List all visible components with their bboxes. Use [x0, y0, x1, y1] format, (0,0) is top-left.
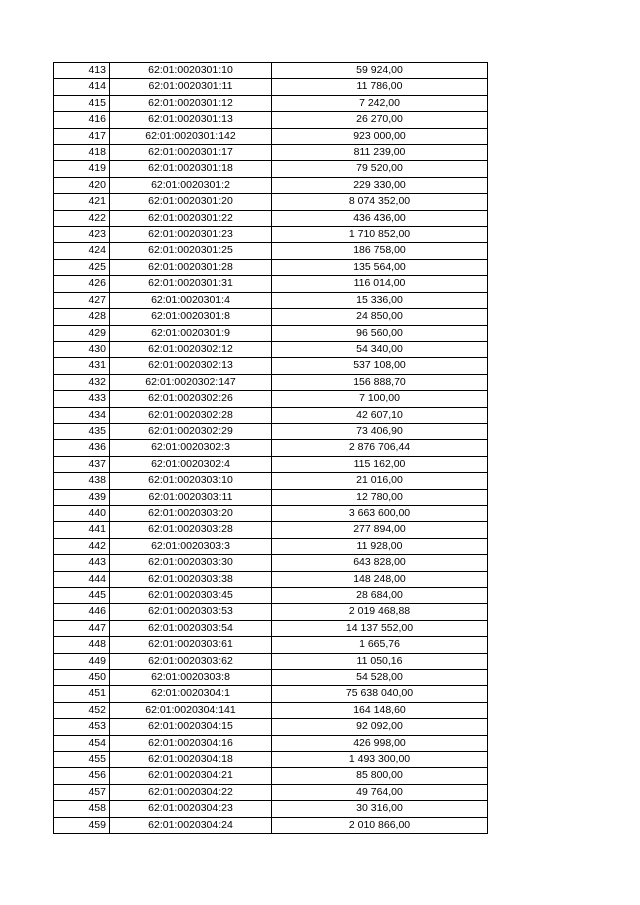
table-row: [54, 620, 488, 636]
cadastral-value-cell: 54 528,00: [272, 670, 488, 686]
row-number-cell: 455: [54, 752, 110, 768]
cadastral-value-cell: 14 137 552,00: [272, 620, 488, 636]
cadastral-number-cell: 62:01:0020303:61: [110, 637, 272, 653]
cadastral-value-cell: 148 248,00: [272, 571, 488, 587]
cadastral-number-cell: 62:01:0020304:1: [110, 686, 272, 702]
table-row: [54, 686, 488, 702]
row-number-cell: 422: [54, 210, 110, 226]
table-row: [54, 374, 488, 390]
cadastral-number-cell: 62:01:0020302:12: [110, 341, 272, 357]
row-number-cell: 457: [54, 784, 110, 800]
cadastral-value-cell: 8 074 352,00: [272, 194, 488, 210]
cadastral-number-cell: 62:01:0020304:23: [110, 801, 272, 817]
cadastral-number-cell: 62:01:0020301:20: [110, 194, 272, 210]
cadastral-number-cell: 62:01:0020303:30: [110, 555, 272, 571]
row-number-cell: 454: [54, 735, 110, 751]
cadastral-number-cell: 62:01:0020301:4: [110, 292, 272, 308]
cadastral-number-cell: 62:01:0020303:38: [110, 571, 272, 587]
table-row: [54, 489, 488, 505]
cadastral-value-cell: 24 850,00: [272, 309, 488, 325]
row-number-cell: 419: [54, 161, 110, 177]
cadastral-number-cell: 62:01:0020303:8: [110, 670, 272, 686]
table-row: [54, 79, 488, 95]
cadastral-value-cell: 11 928,00: [272, 538, 488, 554]
cadastral-value-cell: 79 520,00: [272, 161, 488, 177]
cadastral-value-cell: 229 330,00: [272, 177, 488, 193]
cadastral-value-cell: 96 560,00: [272, 325, 488, 341]
cadastral-number-cell: 62:01:0020302:29: [110, 423, 272, 439]
cadastral-value-cell: 49 764,00: [272, 784, 488, 800]
cadastral-value-cell: 643 828,00: [272, 555, 488, 571]
cadastral-number-cell: 62:01:0020301:13: [110, 112, 272, 128]
table-row: [54, 145, 488, 161]
cadastral-value-cell: 1 493 300,00: [272, 752, 488, 768]
cadastral-value-cell: 923 000,00: [272, 128, 488, 144]
row-number-cell: 458: [54, 801, 110, 817]
table-row: [54, 423, 488, 439]
cadastral-number-cell: 62:01:0020301:9: [110, 325, 272, 341]
cadastral-value-cell: 1 710 852,00: [272, 227, 488, 243]
cadastral-value-cell: 7 242,00: [272, 95, 488, 111]
table-row: [54, 571, 488, 587]
row-number-cell: 438: [54, 473, 110, 489]
row-number-cell: 447: [54, 620, 110, 636]
row-number-cell: 439: [54, 489, 110, 505]
cadastral-value-cell: 115 162,00: [272, 456, 488, 472]
row-number-cell: 417: [54, 128, 110, 144]
cadastral-number-cell: 62:01:0020301:12: [110, 95, 272, 111]
table-row: [54, 391, 488, 407]
table-row: [54, 735, 488, 751]
cadastral-number-cell: 62:01:0020301:28: [110, 259, 272, 275]
cadastral-value-cell: 2 019 468,88: [272, 604, 488, 620]
row-number-cell: 415: [54, 95, 110, 111]
row-number-cell: 414: [54, 79, 110, 95]
table-row: [54, 456, 488, 472]
cadastral-number-cell: 62:01:0020304:16: [110, 735, 272, 751]
row-number-cell: 420: [54, 177, 110, 193]
row-number-cell: 440: [54, 505, 110, 521]
cadastral-value-cell: 1 665,76: [272, 637, 488, 653]
cadastral-value-cell: 28 684,00: [272, 588, 488, 604]
cadastral-number-cell: 62:01:0020304:24: [110, 817, 272, 833]
row-number-cell: 413: [54, 63, 110, 79]
cadastral-number-cell: 62:01:0020301:31: [110, 276, 272, 292]
cadastral-value-cell: 11 050,16: [272, 653, 488, 669]
table-row: [54, 719, 488, 735]
cadastral-number-cell: 62:01:0020303:62: [110, 653, 272, 669]
row-number-cell: 456: [54, 768, 110, 784]
table-row: [54, 63, 488, 79]
cadastral-value-cell: 2 010 866,00: [272, 817, 488, 833]
cadastral-value-cell: 7 100,00: [272, 391, 488, 407]
table-row: [54, 817, 488, 833]
cadastral-value-cell: 135 564,00: [272, 259, 488, 275]
row-number-cell: 459: [54, 817, 110, 833]
cadastral-value-cell: 73 406,90: [272, 423, 488, 439]
table-row: [54, 292, 488, 308]
table-row: [54, 112, 488, 128]
row-number-cell: 423: [54, 227, 110, 243]
row-number-cell: 429: [54, 325, 110, 341]
row-number-cell: 448: [54, 637, 110, 653]
table-row: [54, 555, 488, 571]
table-row: [54, 325, 488, 341]
cadastral-number-cell: 62:01:0020302:4: [110, 456, 272, 472]
table-row: [54, 473, 488, 489]
cadastral-number-cell: 62:01:0020304:15: [110, 719, 272, 735]
cadastral-value-cell: 12 780,00: [272, 489, 488, 505]
cadastral-value-cell: 436 436,00: [272, 210, 488, 226]
cadastral-number-cell: 62:01:0020303:28: [110, 522, 272, 538]
cadastral-number-cell: 62:01:0020302:26: [110, 391, 272, 407]
row-number-cell: 434: [54, 407, 110, 423]
cadastral-value-cell: 156 888,70: [272, 374, 488, 390]
row-number-cell: 453: [54, 719, 110, 735]
table-row: [54, 128, 488, 144]
table-row: [54, 227, 488, 243]
table-row: [54, 341, 488, 357]
row-number-cell: 446: [54, 604, 110, 620]
table-row: [54, 95, 488, 111]
row-number-cell: 421: [54, 194, 110, 210]
table-row: [54, 768, 488, 784]
cadastral-number-cell: 62:01:0020303:45: [110, 588, 272, 604]
table-row: [54, 604, 488, 620]
table-row: [54, 358, 488, 374]
cadastral-value-cell: 75 638 040,00: [272, 686, 488, 702]
table-row: [54, 653, 488, 669]
cadastral-value-cell: 164 148,60: [272, 702, 488, 718]
table-row: [54, 702, 488, 718]
cadastral-number-cell: 62:01:0020303:20: [110, 505, 272, 521]
row-number-cell: 450: [54, 670, 110, 686]
row-number-cell: 430: [54, 341, 110, 357]
table-row: [54, 522, 488, 538]
row-number-cell: 432: [54, 374, 110, 390]
cadastral-number-cell: 62:01:0020303:53: [110, 604, 272, 620]
cadastral-number-cell: 62:01:0020303:10: [110, 473, 272, 489]
row-number-cell: 444: [54, 571, 110, 587]
cadastral-number-cell: 62:01:0020302:28: [110, 407, 272, 423]
cadastral-value-cell: 15 336,00: [272, 292, 488, 308]
cadastral-value-cell: 11 786,00: [272, 79, 488, 95]
row-number-cell: 424: [54, 243, 110, 259]
table-row: [54, 801, 488, 817]
row-number-cell: 445: [54, 588, 110, 604]
cadastral-value-cell: 42 607,10: [272, 407, 488, 423]
cadastral-number-cell: 62:01:0020302:13: [110, 358, 272, 374]
cadastral-value-cell: 21 016,00: [272, 473, 488, 489]
cadastral-value-cell: 85 800,00: [272, 768, 488, 784]
table-row: [54, 276, 488, 292]
cadastral-number-cell: 62:01:0020301:8: [110, 309, 272, 325]
cadastral-number-cell: 62:01:0020303:3: [110, 538, 272, 554]
cadastral-value-cell: 277 894,00: [272, 522, 488, 538]
row-number-cell: 425: [54, 259, 110, 275]
row-number-cell: 418: [54, 145, 110, 161]
table-row: [54, 194, 488, 210]
cadastral-value-cell: 54 340,00: [272, 341, 488, 357]
cadastral-number-cell: 62:01:0020303:54: [110, 620, 272, 636]
table-row: [54, 440, 488, 456]
table-row: [54, 588, 488, 604]
table-row: [54, 309, 488, 325]
row-number-cell: 427: [54, 292, 110, 308]
table-row: [54, 784, 488, 800]
cadastral-number-cell: 62:01:0020301:10: [110, 63, 272, 79]
cadastral-number-cell: 62:01:0020301:11: [110, 79, 272, 95]
table-body: [54, 63, 488, 834]
row-number-cell: 442: [54, 538, 110, 554]
cadastral-number-cell: 62:01:0020301:17: [110, 145, 272, 161]
table-row: [54, 210, 488, 226]
table-row: [54, 177, 488, 193]
cadastral-number-cell: 62:01:0020301:18: [110, 161, 272, 177]
row-number-cell: 437: [54, 456, 110, 472]
cadastral-value-cell: 3 663 600,00: [272, 505, 488, 521]
cadastral-value-cell: 92 092,00: [272, 719, 488, 735]
cadastral-value-cell: 811 239,00: [272, 145, 488, 161]
cadastral-number-cell: 62:01:0020304:22: [110, 784, 272, 800]
row-number-cell: 435: [54, 423, 110, 439]
table-row: [54, 538, 488, 554]
table-row: [54, 243, 488, 259]
cadastral-value-cell: 426 998,00: [272, 735, 488, 751]
table-row: [54, 637, 488, 653]
row-number-cell: 452: [54, 702, 110, 718]
cadastral-value-cell: 116 014,00: [272, 276, 488, 292]
table-row: [54, 752, 488, 768]
cadastral-value-cell: 186 758,00: [272, 243, 488, 259]
row-number-cell: 426: [54, 276, 110, 292]
cadastral-number-cell: 62:01:0020302:147: [110, 374, 272, 390]
row-number-cell: 428: [54, 309, 110, 325]
table-row: [54, 670, 488, 686]
row-number-cell: 416: [54, 112, 110, 128]
cadastral-number-cell: 62:01:0020304:21: [110, 768, 272, 784]
cadastral-number-cell: 62:01:0020301:142: [110, 128, 272, 144]
row-number-cell: 433: [54, 391, 110, 407]
table-row: [54, 161, 488, 177]
table-row: [54, 407, 488, 423]
cadastral-value-cell: 30 316,00: [272, 801, 488, 817]
cadastral-number-cell: 62:01:0020302:3: [110, 440, 272, 456]
table-row: [54, 259, 488, 275]
cadastral-number-cell: 62:01:0020303:11: [110, 489, 272, 505]
cadastral-number-cell: 62:01:0020301:25: [110, 243, 272, 259]
row-number-cell: 449: [54, 653, 110, 669]
row-number-cell: 436: [54, 440, 110, 456]
row-number-cell: 443: [54, 555, 110, 571]
cadastral-value-cell: 26 270,00: [272, 112, 488, 128]
row-number-cell: 451: [54, 686, 110, 702]
cadastral-number-cell: 62:01:0020301:2: [110, 177, 272, 193]
cadastral-value-cell: 537 108,00: [272, 358, 488, 374]
cadastral-number-cell: 62:01:0020301:23: [110, 227, 272, 243]
cadastral-value-cell: 2 876 706,44: [272, 440, 488, 456]
table-row: [54, 505, 488, 521]
row-number-cell: 431: [54, 358, 110, 374]
cadastral-number-cell: 62:01:0020304:141: [110, 702, 272, 718]
row-number-cell: 441: [54, 522, 110, 538]
cadastral-value-table: [53, 62, 488, 834]
cadastral-value-cell: 59 924,00: [272, 63, 488, 79]
cadastral-number-cell: 62:01:0020301:22: [110, 210, 272, 226]
cadastral-number-cell: 62:01:0020304:18: [110, 752, 272, 768]
